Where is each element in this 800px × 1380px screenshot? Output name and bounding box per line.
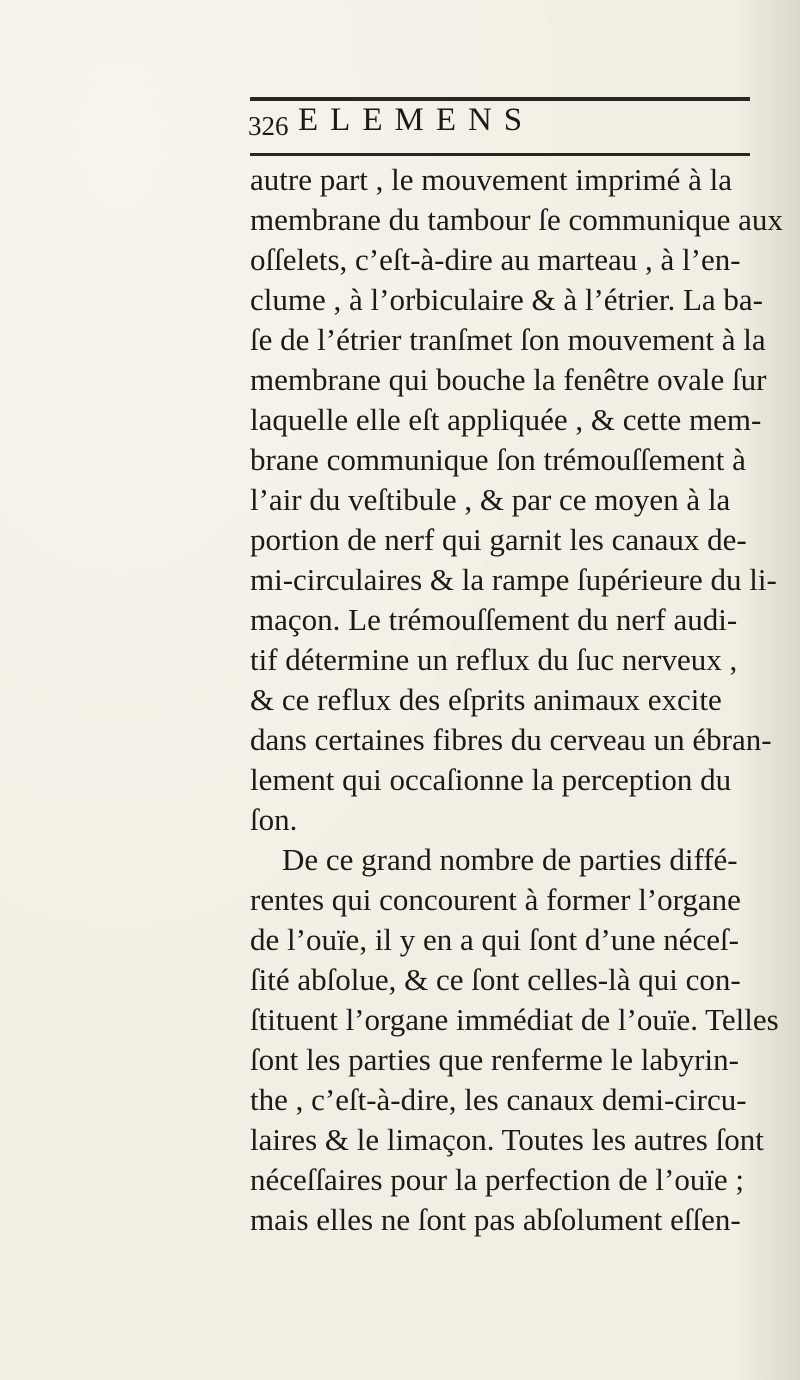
header-bottom-rule xyxy=(250,153,750,156)
text-line: ſité abſolue, & ce ſont celles-là qui con- xyxy=(250,962,741,997)
text-line: rentes qui concourent à former l’organe xyxy=(250,882,741,917)
text-line: tif détermine un reflux du ſuc nerveux , xyxy=(250,642,738,677)
text-line: ſont les parties que renferme le labyrin- xyxy=(250,1042,739,1077)
text-line: clume , à l’orbiculaire & à l’étrier. La ba- xyxy=(250,282,763,317)
text-line: autre part , le mouvement imprimé à la xyxy=(250,162,733,197)
page-header xyxy=(248,100,748,154)
text-line: laires & le limaçon. Toutes les autres ſont xyxy=(250,1122,764,1157)
text-line: mais elles ne ſont pas abſolument eſſen- xyxy=(250,1202,741,1237)
text-line: membrane qui bouche la fenêtre ovale ſur xyxy=(250,362,767,397)
text-line: membrane du tambour ſe communique aux xyxy=(250,202,783,237)
page-number: 326 xyxy=(248,111,289,141)
text-line: dans certaines fibres du cerveau un ébran- xyxy=(250,722,772,757)
text-line: portion de nerf qui garnit les canaux de- xyxy=(250,522,747,557)
text-line: l’air du veſtibule , & par ce moyen à la xyxy=(250,482,731,517)
text-line: de l’ouïe, il y en a qui ſont d’une néceſ- xyxy=(250,922,739,957)
text-line: lement qui occaſionne la perception du xyxy=(250,762,732,797)
text-line: oſſelets, c’eſt-à-dire au marteau , à l’en- xyxy=(250,242,741,277)
text-line: brane communique ſon trémouſſement à xyxy=(250,442,746,477)
text-line: & ce reflux des eſprits animaux excite xyxy=(250,682,722,717)
text-line: ſtituent l’organe immédiat de l’ouïe. Telles xyxy=(250,1002,779,1037)
text-line: maçon. Le trémouſſement du nerf audi- xyxy=(250,602,738,637)
text-line: néceſſaires pour la perfection de l’ouïe ; xyxy=(250,1162,745,1197)
text-line: the , c’eſt-à-dire, les canaux demi-circu- xyxy=(250,1082,747,1117)
body-text xyxy=(250,160,783,1240)
text-line: ſon. xyxy=(250,802,298,837)
text-line: laquelle elle eſt appliquée , & cette mem- xyxy=(250,402,762,437)
paragraph-start-line: De ce grand nombre de parties diffé- xyxy=(282,842,738,877)
running-head: ELEMENS xyxy=(298,102,535,138)
text-line: mi-circulaires & la rampe ſupérieure du li- xyxy=(250,562,777,597)
text-line: ſe de l’étrier tranſmet ſon mouvement à la xyxy=(250,322,766,357)
